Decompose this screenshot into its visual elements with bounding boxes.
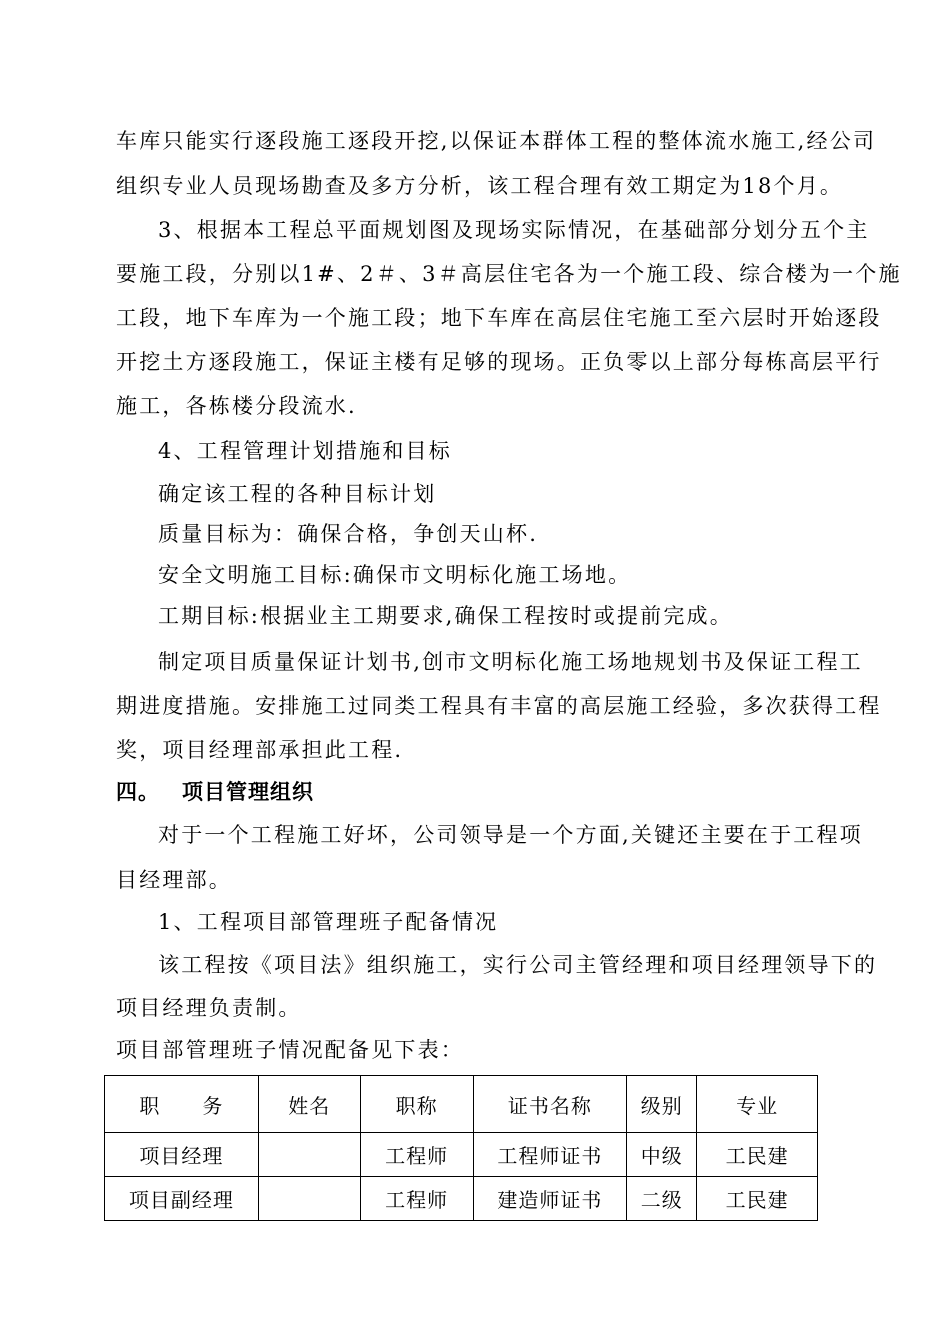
table-cell: 工程师 [360,1177,473,1221]
paragraph-line: 要施工段，分别以1#、2＃、3＃高层住宅各为一个施工段、综合楼为一个施 [116,262,902,286]
paragraph-line: 安全文明施工目标:确保市文明标化施工场地。 [158,563,632,587]
paragraph-line: 制定项目质量保证计划书,创市文明标化施工场地规划书及保证工程工 [158,650,863,674]
paragraph-line: 目经理部。 [116,868,232,892]
table-header-cell: 级别 [627,1076,697,1133]
table-cell: 中级 [627,1133,697,1177]
table-cell: 项目副经理 [105,1177,259,1221]
table-header-cell: 姓名 [258,1076,360,1133]
paragraph-line: 4、工程管理计划措施和目标 [158,439,452,463]
table-row [105,1133,818,1177]
table-cell: 项目经理 [105,1133,259,1177]
paragraph-line: 施工，各栋楼分段流水. [116,394,357,418]
paragraph-line: 项目部管理班子情况配备见下表： [116,1038,464,1062]
table-cell [258,1177,360,1221]
table-cell [258,1133,360,1177]
paragraph-line: 工段，地下车库为一个施工段；地下车库在高层住宅施工至六层时开始逐段 [116,306,882,330]
table-header-cell: 证书名称 [473,1076,627,1133]
paragraph-line: 1、工程项目部管理班子配备情况 [158,910,499,934]
paragraph-line: 确定该工程的各种目标计划 [158,482,437,506]
section-heading [116,777,856,807]
table-cell: 工程师 [360,1133,473,1177]
paragraph-line: 该工程按《项目法》组织施工，实行公司主管经理和项目经理领导下的 [158,953,878,977]
table-cell: 二级 [627,1177,697,1221]
table-header-row [105,1076,818,1133]
section-title: 项目管理组织 [182,779,314,804]
paragraph-line: 组织专业人员现场勘查及多方分析，该工程合理有效工期定为18个月。 [116,174,844,198]
paragraph-line: 车库只能实行逐段施工逐段开挖,以保证本群体工程的整体流水施工,经公司 [116,129,877,153]
table-cell: 工民建 [697,1177,818,1221]
table-row [105,1177,818,1221]
paragraph-line: 3、根据本工程总平面规划图及现场实际情况，在基础部分划分五个主 [158,218,870,242]
table-cell: 工民建 [697,1133,818,1177]
paragraph-line: 期进度措施。安排施工过同类工程具有丰富的高层施工经验，多次获得工程 [116,694,882,718]
paragraph-line: 开挖土方逐段施工，保证主楼有足够的现场。正负零以上部分每栋高层平行 [116,350,882,374]
paragraph-line: 奖，项目经理部承担此工程. [116,738,404,762]
paragraph-line: 工期目标:根据业主工期要求,确保工程按时或提前完成。 [158,604,733,628]
paragraph-line: 质量目标为：确保合格，争创天山杯. [158,522,539,546]
table-cell: 工程师证书 [473,1133,627,1177]
table-header-cell: 职称 [360,1076,473,1133]
table-cell: 建造师证书 [473,1177,627,1221]
paragraph-line: 项目经理负责制。 [116,996,302,1020]
table-header-cell: 专业 [697,1076,818,1133]
table-header-cell: 职 务 [105,1076,259,1133]
section-number: 四。 [116,779,160,804]
staff-table [104,1075,818,1221]
paragraph-line: 对于一个工程施工好坏，公司领导是一个方面,关键还主要在于工程项 [158,823,863,847]
